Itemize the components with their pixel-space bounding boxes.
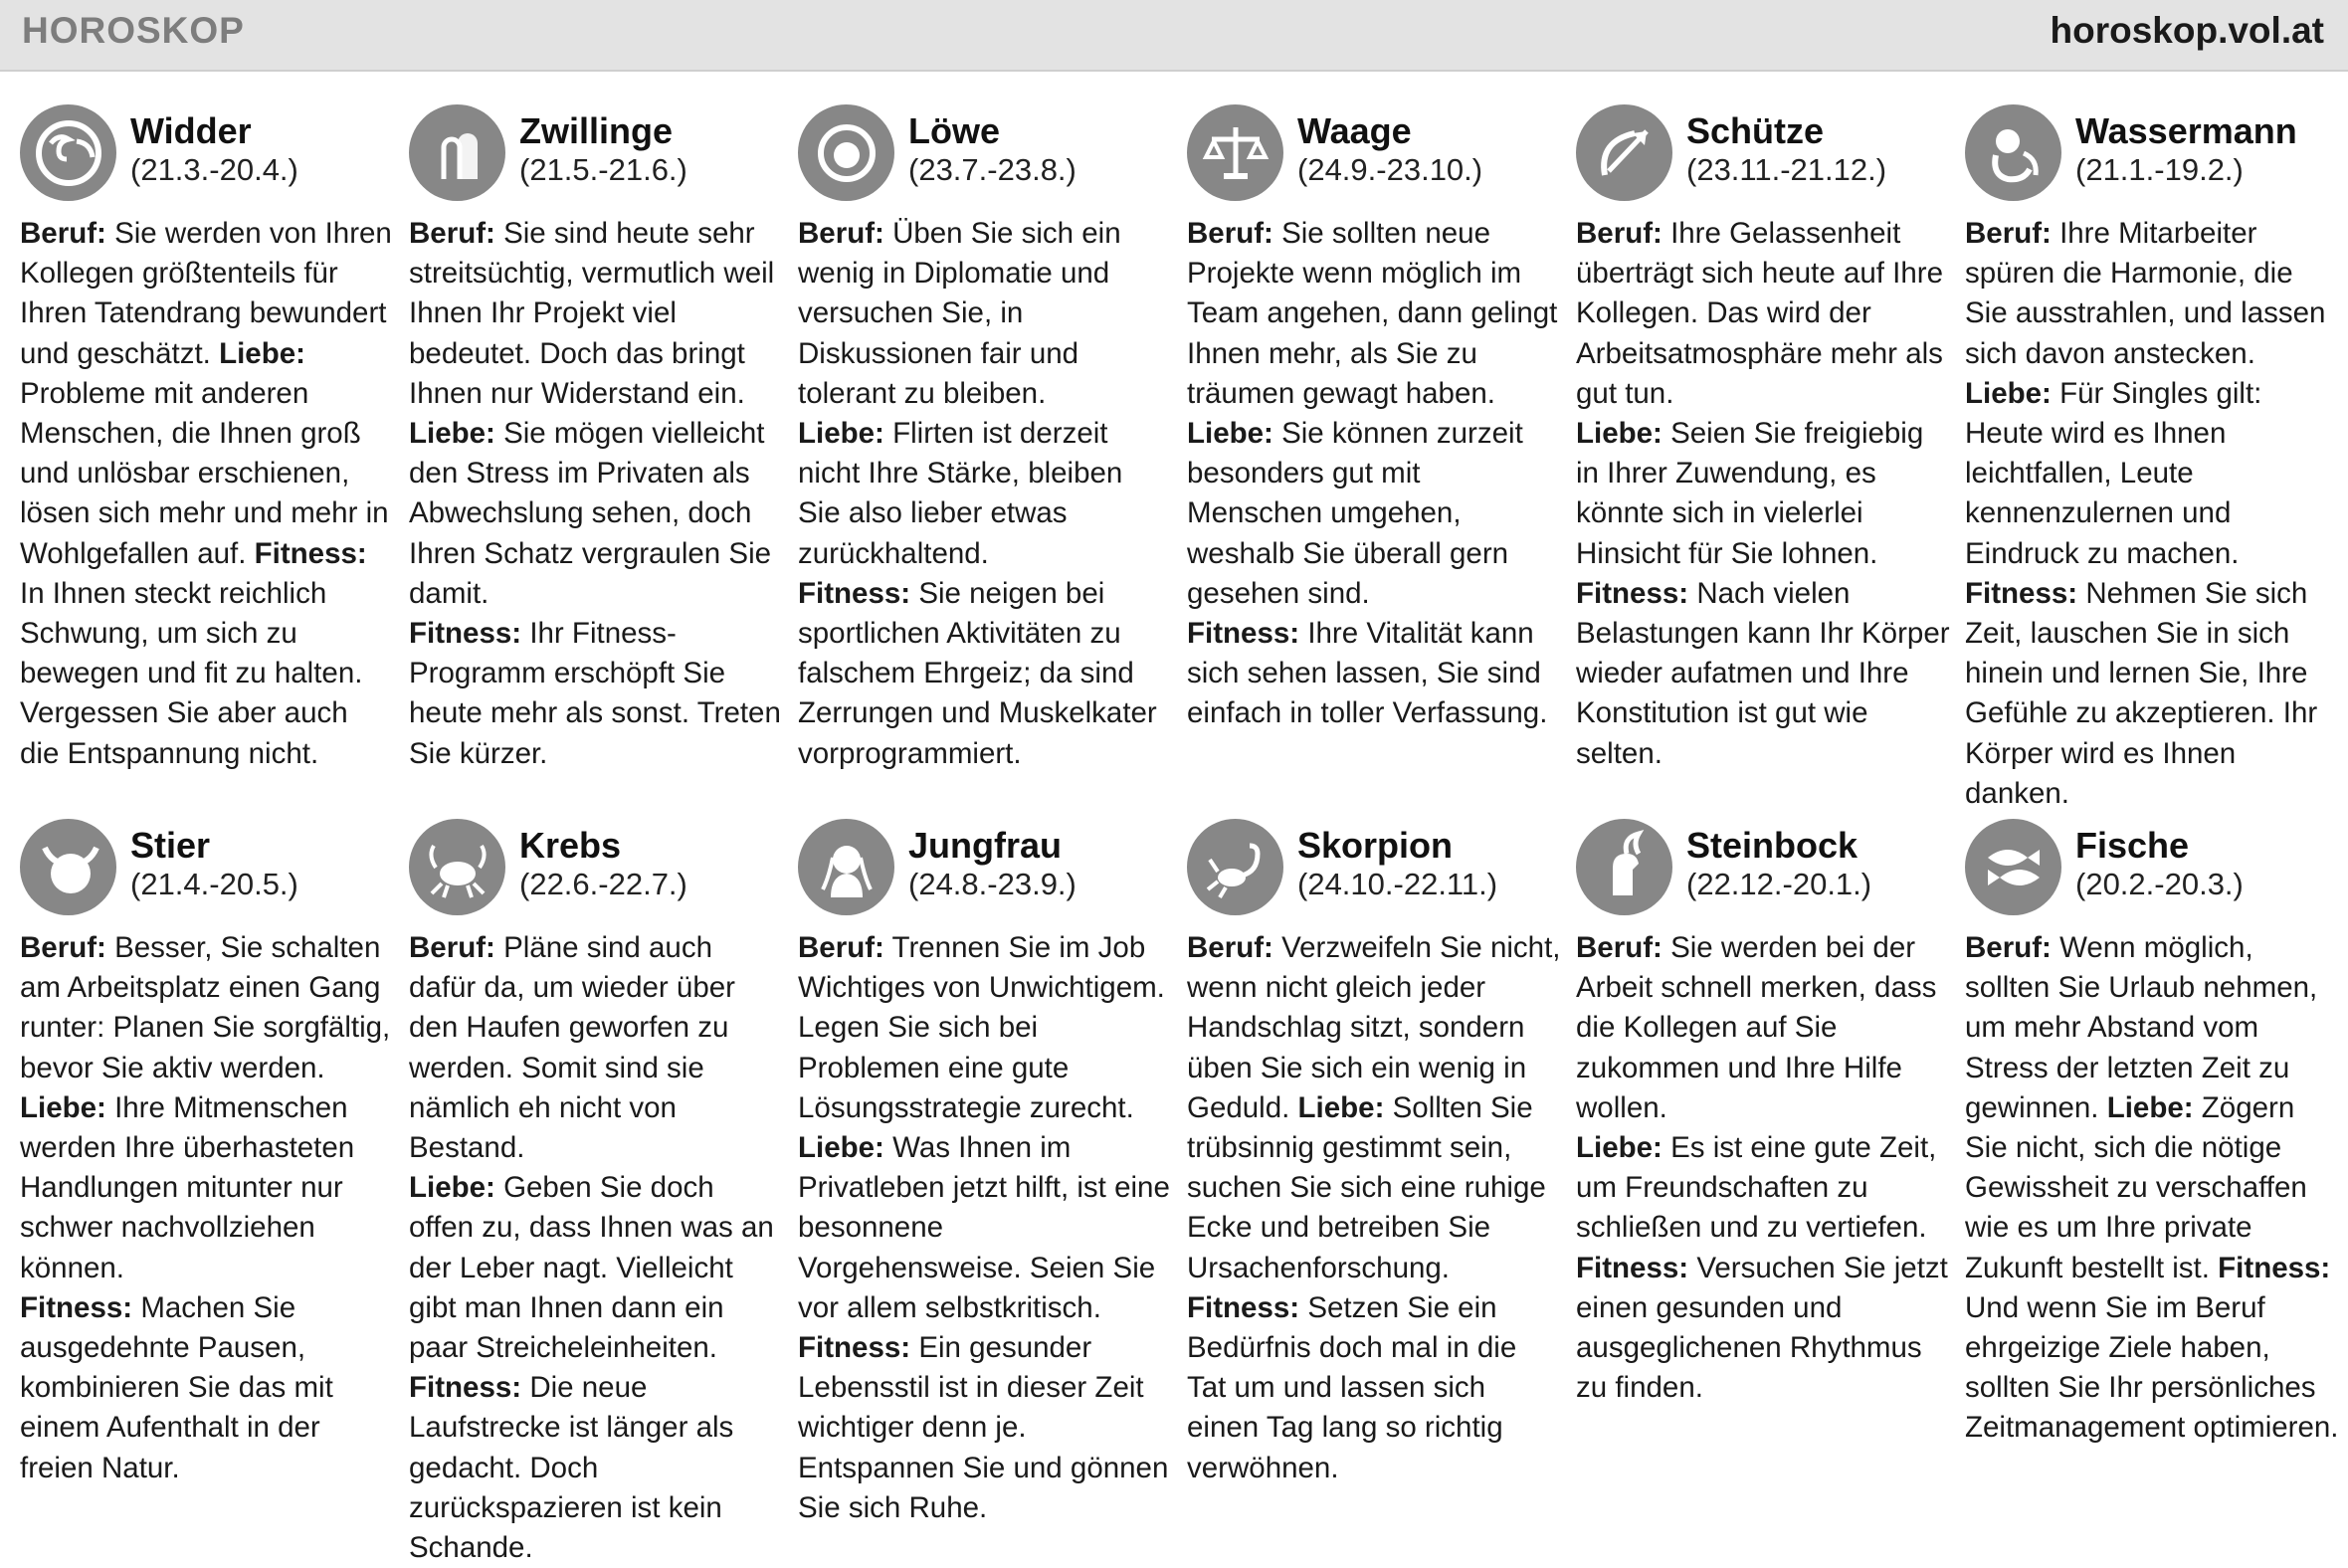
section-text: Sie sind heute sehr streitsüchtig, vermutlich weil Ihnen Ihr Projekt viel bedeutet. Doch das bringt Ihnen nur Widerstand ein. (409, 217, 775, 410)
sign-widder (20, 104, 395, 803)
section-text: Setzen Sie ein Bedürfnis doch mal in die Tat um und lassen sich einen Tag lang so richtig verwöhnen. (1187, 1290, 1517, 1484)
sign-schuetze (1576, 104, 1951, 803)
section-label: Fitness: (1965, 576, 2078, 610)
horoscope-section (20, 337, 389, 570)
sign-loewe (798, 104, 1173, 803)
ibex-icon (1576, 819, 1672, 915)
section-text: Versuchen Sie jetzt einen gesunden und ausgeglichenen Rhythmus zu finden. (1576, 1251, 1948, 1405)
sign-header (1576, 819, 1951, 926)
section-text: Wenn möglich, sollten Sie Urlaub nehmen, um mehr Abstand vom Stress der letzten Zeit zu gewinnen. (1965, 931, 2318, 1124)
section-text: Pläne sind auch dafür da, um wieder über den Haufen geworfen zu werden. Somit sind sie nämlich eh nicht von Bestand. (409, 931, 735, 1165)
section-text: Nehmen Sie sich Zeit, lauschen Sie in sich hinein und lernen Sie, Ihre Gefühle zu akzeptieren. Ihr Körper wird es Ihnen danken. (1965, 576, 2318, 810)
section-text: Die neue Laufstrecke ist länger als gedacht. Doch zurückspazieren ist kein Schande. (409, 1371, 734, 1565)
sign-header (1576, 104, 1951, 212)
section-text: Nach vielen Belastungen kann Ihr Körper wieder aufatmen und Ihre Konstitution ist gut wie selten. (1576, 576, 1950, 770)
horoscope-section (409, 1371, 733, 1564)
horoscope-section (20, 1288, 395, 1488)
lion-icon (798, 104, 894, 201)
section-label: Fitness: (409, 1371, 522, 1405)
horoscope-section (409, 217, 774, 410)
horoscope-text (798, 214, 1173, 774)
sign-dates: (23.7.-23.8.) (908, 152, 1076, 187)
horoscope-section (1576, 414, 1951, 574)
section-text: Besser, Sie schalten am Arbeitsplatz einen Gang runter: Planen Sie sorgfältig, bevor Sie aktiv werden. (20, 931, 391, 1084)
section-text: Trennen Sie im Job Wichtiges von Unwichtigem. Legen Sie sich bei Problemen eine gute Lösungsstrategie zurecht. (798, 931, 1165, 1124)
sign-name: Skorpion (1297, 825, 1454, 866)
sign-name: Steinbock (1686, 825, 1859, 866)
section-label: Beruf: (1187, 931, 1273, 964)
horoscope-text (1576, 214, 1951, 774)
bull-icon (20, 819, 116, 915)
horoscope-section (1965, 374, 2340, 574)
section-text: Sie mögen vielleicht den Stress im Privaten als Abwechslung sehen, doch Ihren Schatz vergraulen Sie damit. (409, 417, 772, 610)
section-text: Machen Sie ausgedehnte Pausen, kombinieren Sie das mit einem Aufenthalt in der freien Natur. (20, 1290, 333, 1484)
section-label: Fitness: (254, 536, 367, 570)
sign-header (1965, 104, 2340, 212)
section-label: Beruf: (1965, 217, 2052, 250)
sign-title (130, 104, 298, 190)
horoscope-section (20, 537, 367, 770)
section-text: Ihr Fitness-Programm erschöpft Sie heute mehr als sonst. Treten Sie kürzer. (409, 617, 781, 770)
section-label: Beruf: (409, 217, 495, 250)
section-label: Liebe: (798, 1131, 884, 1165)
section-label: Liebe: (1187, 417, 1273, 451)
horoscope-text (798, 928, 1173, 1528)
section-text: Sie werden bei der Arbeit schnell merken, dass die Kollegen auf Sie zukommen und Ihre Hilfe wollen. (1576, 931, 1937, 1124)
section-text: Flirten ist derzeit nicht Ihre Stärke, bleiben Sie also lieber etwas zurückhaltend. (798, 417, 1123, 570)
section-label: Beruf: (798, 931, 884, 964)
horoscope-section (798, 931, 1165, 1124)
section-label: Liebe: (1965, 376, 2052, 410)
section-text: Ihre Mitmenschen werden Ihre überhasteten Handlungen mitunter nur schwer nachvollziehen können. (20, 1090, 355, 1284)
sign-dates: (24.8.-23.9.) (908, 867, 1076, 901)
sign-dates: (20.2.-20.3.) (2075, 867, 2244, 901)
horoscope-section (20, 217, 392, 370)
section-text: Probleme mit anderen Menschen, die Ihnen groß und unlösbar erschienen, lösen sich mehr und mehr in Wohlgefallen auf. (20, 376, 389, 570)
section-text: Sie können zurzeit besonders gut mit Menschen umgehen, weshalb Sie überall gern gesehen sind. (1187, 417, 1523, 610)
scorpion-icon (1187, 819, 1283, 915)
sign-stier (20, 819, 395, 1517)
horoscope-text (409, 214, 784, 774)
horoscope-text (1965, 214, 2340, 814)
section-label: Beruf: (1187, 217, 1273, 250)
section-text: Ein gesunder Lebensstil ist in dieser Zeit wichtiger denn je. Entspannen Sie und gönnen Sie sich Ruhe. (798, 1331, 1169, 1524)
horoscope-text (1187, 214, 1562, 734)
sign-title (1686, 819, 1871, 904)
section-label: Beruf: (409, 931, 495, 964)
section-text: Verzweifeln Sie nicht, wenn nicht gleich jeder Handschlag sitzt, sondern üben Sie sich ein wenig in Geduld. (1187, 931, 1561, 1124)
section-label: Liebe: (1576, 417, 1663, 451)
section-text: Üben Sie sich ein wenig in Diplomatie und versuchen Sie, in Diskussionen fair und tolerant zu bleiben. (798, 217, 1121, 410)
section-label: Beruf: (1576, 931, 1663, 964)
section-text: Sie werden von Ihren Kollegen größtenteils für Ihren Tatendrang bewundert und geschätzt. (20, 217, 392, 370)
horoscope-section (1576, 1249, 1951, 1409)
horoscope-section (1576, 1128, 1951, 1249)
sign-krebs (409, 819, 784, 1565)
sign-header (798, 104, 1173, 212)
fish-icon (1965, 819, 2061, 915)
header-bar (0, 0, 2348, 72)
horoscope-section (1187, 417, 1523, 610)
section-label: Liebe: (1297, 1090, 1385, 1124)
sign-title (908, 104, 1076, 190)
sign-name: Krebs (519, 825, 622, 866)
horoscope-text (1187, 928, 1562, 1488)
horoscope-section (1576, 574, 1951, 774)
section-label: Liebe: (1576, 1131, 1663, 1165)
sign-dates: (22.12.-20.1.) (1686, 867, 1872, 901)
section-label: Beruf: (20, 217, 106, 250)
section-label: Fitness: (2218, 1251, 2331, 1284)
section-label: Liebe: (798, 417, 884, 451)
section-label: Liebe: (219, 336, 305, 370)
sign-jungfrau (798, 819, 1173, 1524)
section-text: Sie sollten neue Projekte wenn möglich im Team angehen, dann gelingt Ihnen mehr, als Sie zu träumen gewagt haben. (1187, 217, 1558, 410)
sign-fische (1965, 819, 2340, 1517)
section-label: Liebe: (409, 417, 495, 451)
horoscope-section (1576, 931, 1936, 1124)
section-text: In Ihnen steckt reichlich Schwung, um sich zu bewegen und fit zu halten. Vergessen Sie aber auch die Entspannung nicht. (20, 576, 363, 770)
horoscope-section (409, 614, 784, 774)
sign-dates: (22.6.-22.7.) (519, 867, 687, 901)
sign-name: Stier (130, 825, 211, 866)
horoscope-section (409, 414, 784, 614)
sign-name: Waage (1297, 110, 1412, 151)
sign-dates: (21.5.-21.6.) (519, 152, 687, 187)
section-label: Liebe: (2106, 1090, 2194, 1124)
sign-dates: (24.10.-22.11.) (1297, 867, 1498, 901)
section-label: Fitness: (1187, 1290, 1300, 1324)
water-bearer-icon (1965, 104, 2061, 201)
page-title: HOROSKOP (22, 10, 245, 51)
sign-title (908, 819, 1076, 904)
horoscope-section (798, 577, 1157, 770)
horoscope-section (798, 217, 1121, 410)
horoscope-section (1965, 217, 2325, 370)
horoscope-section (798, 1128, 1173, 1328)
section-text: Ihre Gelassenheit überträgt sich heute auf Ihre Kollegen. Das wird der Arbeitsatmosphäre mehr als gut tun. (1576, 217, 1943, 410)
sign-zwillinge (409, 104, 784, 803)
section-text: Sollten Sie trübsinnig gestimmt sein, suchen Sie sich eine ruhige Ecke und betreiben Sie Ursachenforschung. (1187, 1090, 1546, 1284)
sign-title (2075, 819, 2244, 904)
sign-dates: (24.9.-23.10.) (1297, 152, 1483, 187)
section-text: Was Ihnen im Privatleben jetzt hilft, ist eine besonnene Vorgehensweise. Seien Sie vor allem selbstkritisch. (798, 1131, 1170, 1324)
sign-header (798, 819, 1173, 926)
sign-name: Schütze (1686, 110, 1825, 151)
section-label: Fitness: (409, 617, 522, 651)
sign-name: Löwe (908, 110, 1001, 151)
section-text: Und wenn Sie im Beruf ehrgeizige Ziele haben, sollten Sie Ihr persönliches Zeitmanagement optimieren. (1965, 1290, 2339, 1445)
sign-waage (1187, 104, 1562, 803)
horoscope-text (1965, 928, 2340, 1449)
sign-title (130, 819, 298, 904)
sign-name: Widder (130, 110, 252, 151)
section-label: Beruf: (1576, 217, 1663, 250)
sign-title (1297, 104, 1482, 190)
sign-header (409, 104, 784, 212)
horoscope-text (20, 214, 395, 774)
site-url: horoskop.vol.at (2050, 10, 2324, 51)
crab-icon (409, 819, 505, 915)
horoscope-section (20, 1091, 354, 1284)
section-label: Fitness: (1187, 617, 1300, 651)
horoscope-section (1187, 217, 1557, 410)
sign-name: Zwillinge (519, 110, 674, 151)
section-label: Fitness: (20, 1290, 133, 1324)
section-text: Zögern Sie nicht, sich die nötige Gewissheit zu verschaffen wie es um Ihre private Zukunft bestellt ist. (1965, 1090, 2307, 1284)
section-label: Fitness: (1576, 576, 1689, 610)
twins-icon (409, 104, 505, 201)
sign-steinbock (1576, 819, 1951, 1517)
horoscope-section (1187, 1291, 1516, 1484)
section-text: Seien Sie freigiebig in Ihrer Zuwendung, es könnte sich in vielerlei Hinsicht für Sie lohnen. (1576, 417, 1924, 570)
sign-header (1187, 104, 1562, 212)
sign-dates: (21.1.-19.2.) (2075, 152, 2244, 187)
scales-icon (1187, 104, 1283, 201)
horoscope-section (20, 931, 390, 1084)
sign-name: Fische (2075, 825, 2190, 866)
sign-title (519, 819, 687, 904)
section-label: Beruf: (798, 217, 884, 250)
sign-dates: (21.4.-20.5.) (130, 867, 298, 901)
horoscope-section (1965, 574, 2340, 814)
sign-title (519, 104, 687, 190)
section-label: Beruf: (20, 931, 106, 964)
section-text: Es ist eine gute Zeit, um Freundschaften zu schließen und zu vertiefen. (1576, 1131, 1937, 1245)
sign-header (1187, 819, 1562, 926)
section-label: Fitness: (1576, 1251, 1689, 1284)
horoscope-text (409, 928, 784, 1568)
sign-header (20, 104, 395, 212)
section-label: Beruf: (1965, 931, 2052, 964)
section-text: Sie neigen bei sportlichen Aktivitäten zu falschem Ehrgeiz; da sind Zerrungen und Muskelkater vorprogrammiert. (798, 576, 1157, 770)
ram-icon (20, 104, 116, 201)
sign-header (409, 819, 784, 926)
horoscope-text (1576, 928, 1951, 1408)
sign-header (1965, 819, 2340, 926)
sign-header (20, 819, 395, 926)
sign-title (1297, 819, 1497, 904)
sign-title (1686, 104, 1886, 190)
sign-name: Wassermann (2075, 110, 2297, 151)
horoscope-section (798, 414, 1173, 574)
sign-name: Jungfrau (908, 825, 1063, 866)
section-label: Fitness: (798, 576, 911, 610)
sign-skorpion (1187, 819, 1562, 1517)
horoscope-grid (20, 104, 2339, 1565)
horoscope-section (409, 1168, 784, 1368)
sign-dates: (23.11.-21.12.) (1686, 152, 1887, 187)
sign-title (2075, 104, 2297, 190)
section-label: Fitness: (798, 1331, 911, 1365)
section-text: Ihre Vitalität kann sich sehen lassen, Sie sind einfach in toller Verfassung. (1187, 617, 1548, 730)
horoscope-section (798, 1331, 1168, 1524)
section-text: Für Singles gilt: Heute wird es Ihnen leichtfallen, Leute kennenzulernen und Eindruck zu machen. (1965, 376, 2262, 570)
sign-dates: (21.3.-20.4.) (130, 152, 298, 187)
sign-wassermann (1965, 104, 2340, 810)
section-label: Liebe: (409, 1171, 495, 1205)
horoscope-text (20, 928, 395, 1488)
bow-arrow-icon (1576, 104, 1672, 201)
horoscope-section (1187, 614, 1562, 734)
virgin-icon (798, 819, 894, 915)
section-text: Geben Sie doch offen zu, dass Ihnen was an der Leber nagt. Vielleicht gibt man Ihnen dann ein paar Streicheleinheiten. (409, 1171, 774, 1365)
horoscope-section (409, 931, 735, 1164)
horoscope-section (1576, 217, 1943, 410)
section-label: Liebe: (20, 1090, 106, 1124)
section-text: Ihre Mitarbeiter spüren die Harmonie, die Sie ausstrahlen, und lassen sich davon anstecken. (1965, 217, 2326, 370)
